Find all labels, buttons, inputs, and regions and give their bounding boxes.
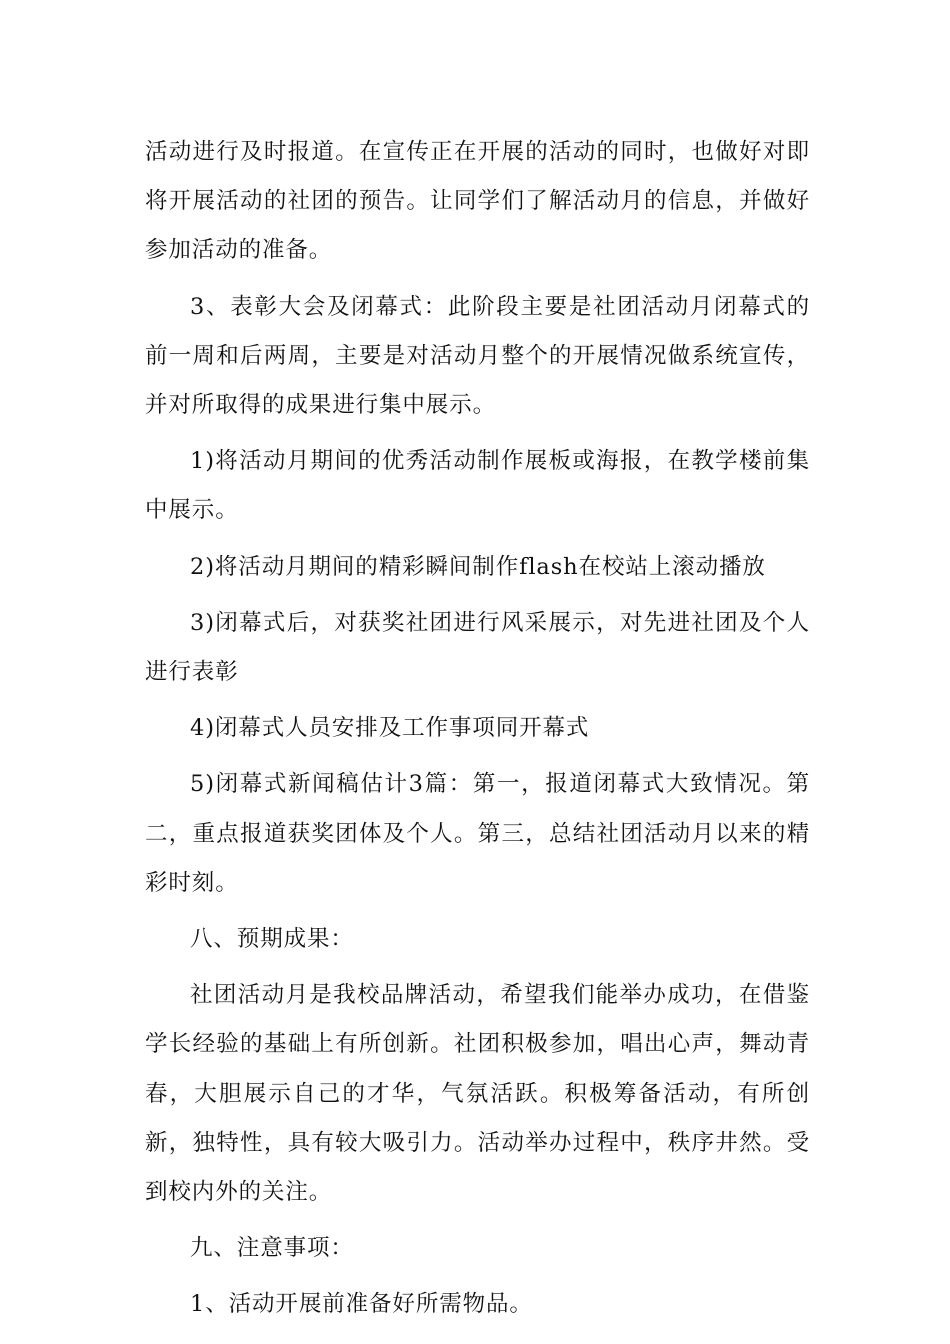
- paragraph-item-1: 1)将活动月期间的优秀活动制作展板或海报，在教学楼前集中展示。: [145, 448, 810, 524]
- paragraph-item-3: 3)闭幕式后，对获奖社团进行风采展示，对先进社团及个人进行表彰: [145, 609, 810, 686]
- paragraph-item-2: 2)将活动月期间的精彩瞬间制作flash在校站上滚动播放: [190, 553, 766, 580]
- heading-precautions: 九、注意事项：: [190, 1235, 354, 1262]
- paragraph-item-5: 5)闭幕式新闻稿估计3篇：第一，报道闭幕式大致情况。第二，重点报道获奖团体及个人。第三，总结社团活动月以来的精彩时刻。: [145, 771, 810, 896]
- paragraph-closing-ceremony: 3、表彰大会及闭幕式：此阶段主要是社团活动月闭幕式的前一周和后两周，主要是对活动月整个的开展情况做系统宣传，并对所取得的成果进行集中展示。: [145, 293, 810, 419]
- paragraph-item-4: 4)闭幕式人员安排及工作事项同开幕式: [190, 715, 590, 742]
- document-body: [145, 128, 810, 1337]
- paragraph-expected-results: 社团活动月是我校品牌活动，希望我们能举办成功，在借鉴学长经验的基础上有所创新。社团积极参加，唱出心声，舞动青春，大胆展示自己的才华，气氛活跃。积极筹备活动，有所创新，独特性，具有较大吸引力。活动举办过程中，秩序井然。受到校内外的关注。: [145, 982, 810, 1206]
- paragraph-precaution-1: 1、活动开展前准备好所需物品。: [190, 1291, 533, 1318]
- heading-expected-results: 八、预期成果：: [190, 926, 354, 953]
- paragraph-publicity-continued: 活动进行及时报道。在宣传正在开展的活动的同时，也做好对即将开展活动的社团的预告。让同学们了解活动月的信息，并做好参加活动的准备。: [145, 139, 810, 264]
